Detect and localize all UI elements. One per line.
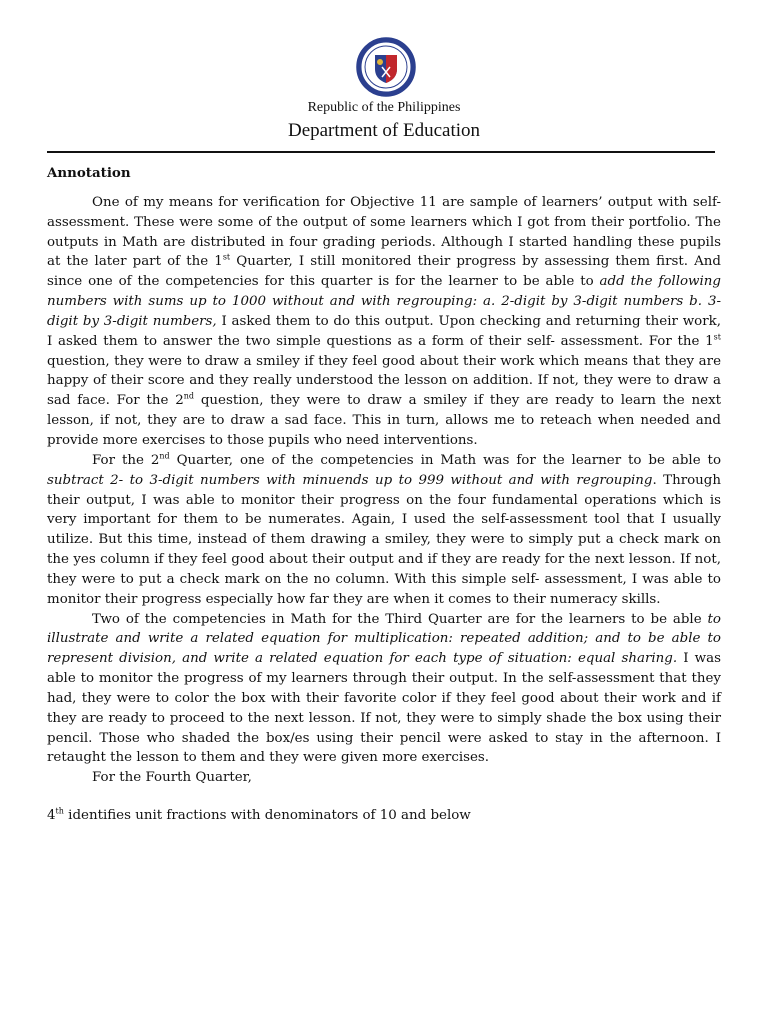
text-run: One of my means for verification for Objective 11 are sample of learners’ output with self-assessment. These were some of the output of some learners which I got from their portfolio. The outputs in Math are distributed in four grading periods. Although I started handling these pupils at the later part of the 1 xyxy=(47,194,721,270)
deped-seal xyxy=(356,37,416,97)
text-run: I asked them to do this output. Upon checking and returning their work, I asked them to answer the two simple questions as a form of their self- assessment. For the 1 xyxy=(47,313,721,349)
text-run: question, they were to draw a smiley if they are ready to learn the next lesson, if not, they are to draw a sad face. This in turn, allows me to reteach when needed and provide more exercises to those pupils who need interventions. xyxy=(47,393,722,448)
text-run: . Through their output, I was able to monitor their progress on the four fundamental operations which is very important for them to be numerates. Again, I used the self-assessment tool that I usually utilize. But this time, instead of them drawing a smiley, they were to simply put a check mark on the yes column if they feel good about their output and if they are ready for the next lesson. If not, they were to put a check mark on the no column. With this simple self- assessment, I was able to monitor their progress especially how far they are when it comes to their numeracy skills. xyxy=(47,472,721,607)
seal-emblem-icon xyxy=(356,37,416,97)
republic-heading: Republic of the Philippines xyxy=(307,100,461,115)
italic-competency: subtract 2- to 3-digit numbers with minuends up to 999 without and with regrouping xyxy=(47,472,653,488)
italic-competency: to illustrate and write a related equation for multiplication: repeated addition; and to be able to represent division, and write a related equation for each type of situation: equal sharing. xyxy=(47,611,721,667)
text-run: 4 xyxy=(47,808,56,824)
text-run: identifies unit fractions with denominators of 10 and below xyxy=(63,808,471,824)
paragraph-first-quarter xyxy=(47,193,721,451)
italic-competency: add the following numbers with sums up to 1000 without and with regrouping: a. 2-digit by 3-digit numbers b. 3-digit by 3-digit numbers, xyxy=(47,274,721,329)
section-title: Annotation xyxy=(47,165,131,181)
paragraph-fourth-quarter: For the Fourth Quarter, xyxy=(92,770,252,786)
text-run: Quarter, I still monitored their progress by assessing them first. And since one of the competencies for this quarter is for the learner to be able to xyxy=(47,254,721,290)
competency-line xyxy=(47,806,721,826)
superscript: st xyxy=(222,252,231,262)
superscript: nd xyxy=(159,451,170,461)
document-body xyxy=(47,164,721,826)
header-divider xyxy=(47,151,715,153)
superscript: nd xyxy=(183,391,195,401)
text-run: question, they were to draw a smiley if they feel good about their work which means that they are happy of their score and they really understood the lesson on addition. If not, they were to draw a sad face. For the 2 xyxy=(47,353,721,409)
paragraph-second-quarter xyxy=(47,451,721,610)
superscript: th xyxy=(55,806,64,816)
text-run: Two of the competencies in Math for the Third Quarter are for the learners to be able xyxy=(92,611,708,627)
text-run: Quarter, one of the competencies in Math was for the learner to be able to xyxy=(169,452,722,468)
text-run: For the 2 xyxy=(92,452,160,468)
paragraph-third-quarter xyxy=(47,610,721,769)
text-run: I was able to monitor the progress of my learners through their output. In the self-assessment that they had, they were to color the box with their favorite color if they feel good about their work and if they are ready to proceed to the next lesson. If not, they were to simply shade the box using their pencil. Those who shaded the box/es using their pencil were asked to stay in the afternoon. I retaught the lesson to them and they were given more exercises. xyxy=(47,651,721,766)
superscript: st xyxy=(713,332,721,342)
department-heading: Department of Education xyxy=(287,120,481,141)
